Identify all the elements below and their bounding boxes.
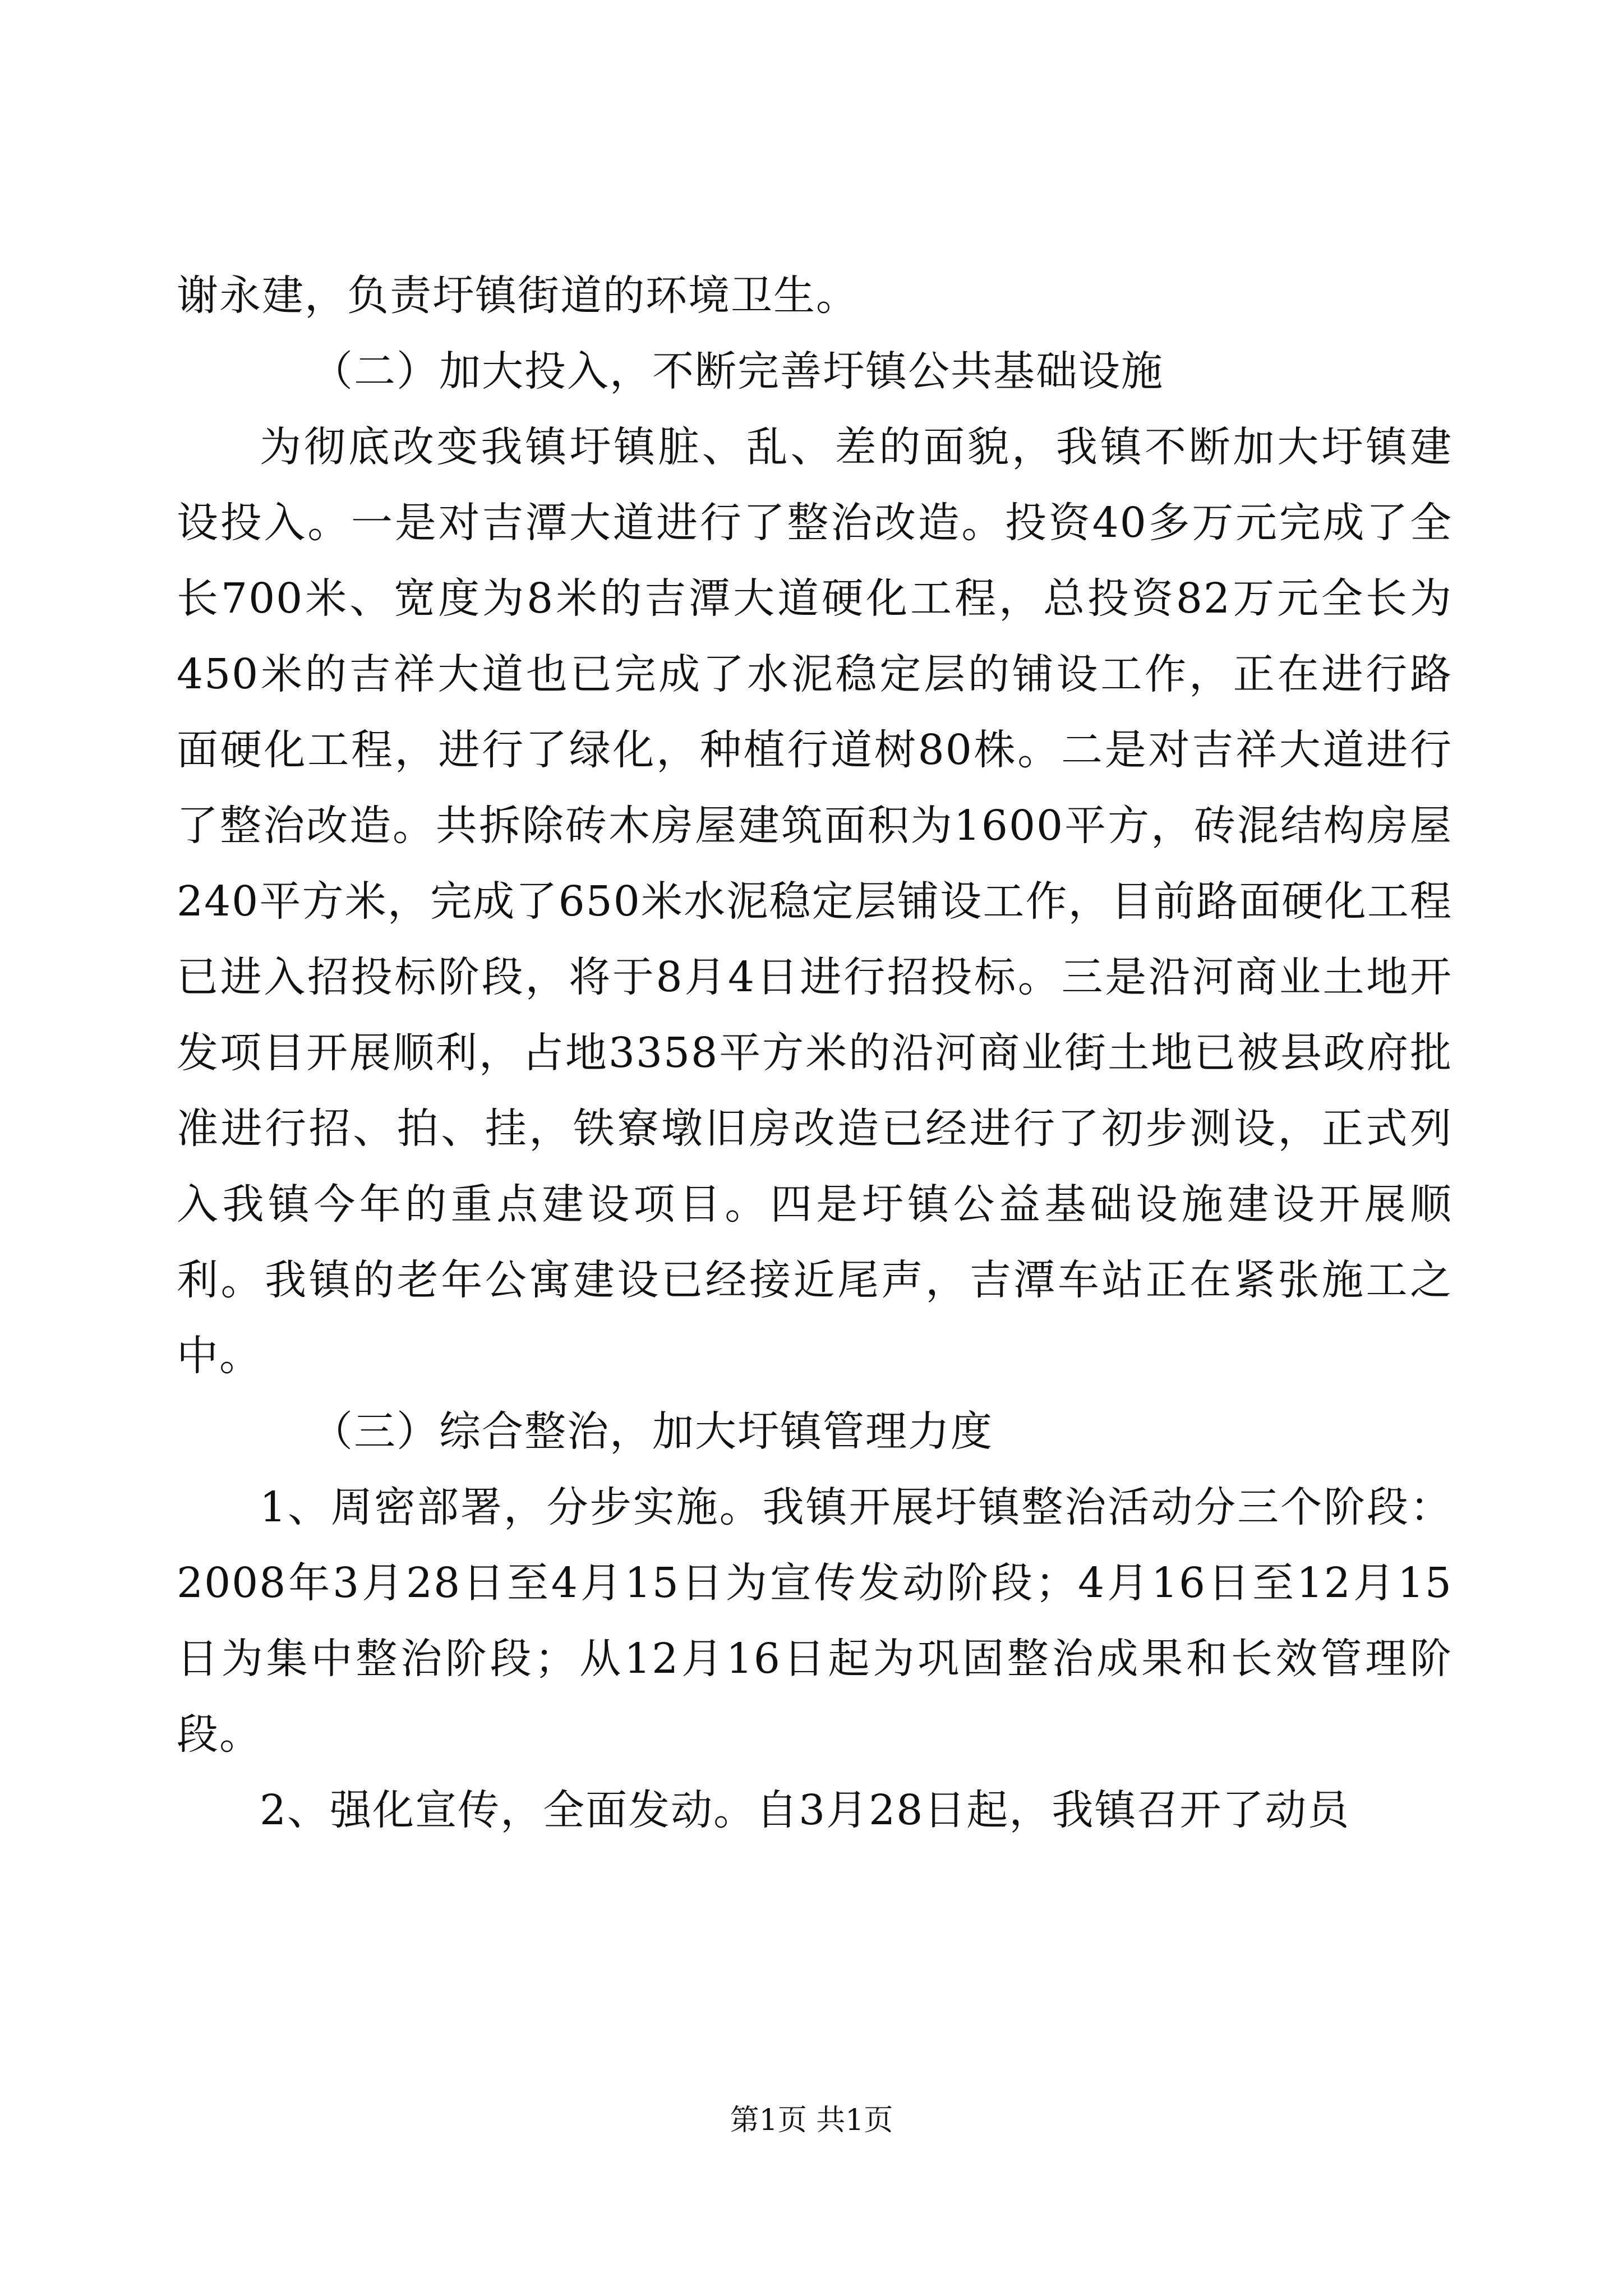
paragraph-continuation: 谢永建，负责圩镇街道的环境卫生。 [177,272,859,320]
paragraph-publicity: 2、强化宣传，全面发动。自3月28日起，我镇召开了动员 [260,1786,1350,1834]
section-heading-2: （二）加大投入，不断完善圩镇公共基础设施 [311,347,1164,395]
paragraph-deployment: 1、周密部署，分步实施。我镇开展圩镇整治活动分三个阶段：2008年3月28日至4月15日为宣传发动阶段；4月16日至12月15日为集中整治阶段；从12月16日起为巩固整治成果和长效管理阶段。 [177,1483,1453,1759]
page-footer: 第1页 共1页 [730,2104,893,2137]
paragraph-infrastructure: 为彻底改变我镇圩镇脏、乱、差的面貌，我镇不断加大圩镇建设投入。一是对吉潭大道进行了整治改造。投资40多万元完成了全长700米、宽度为8米的吉潭大道硬化工程，总投资82万元全长为450米的吉祥大道也已完成了水泥稳定层的铺设工作，正在进行路面硬化工程，进行了绿化，种植行道树80株。二是对吉祥大道进行了整治改造。共拆除砖木房屋建筑面积为1600平方，砖混结构房屋240平方米，完成了650米水泥稳定层铺设工作，目前路面硬化工程已进入招投标阶段，将于8月4日进行招投标。三是沿河商业土地开发项目开展顺利，占地3358平方米的沿河商业街土地已被县政府批准进行招、拍、挂，铁寮墩旧房改造已经进行了初步测设，正式列入我镇今年的重点建设项目。四是圩镇公益基础设施建设开展顺利。我镇的老年公寓建设已经接近尾声，吉潭车站正在紧张施工之中。 [177,423,1453,1380]
document-body [177,258,1453,1848]
section-heading-3: （三）综合整治，加大圩镇管理力度 [311,1407,993,1456]
